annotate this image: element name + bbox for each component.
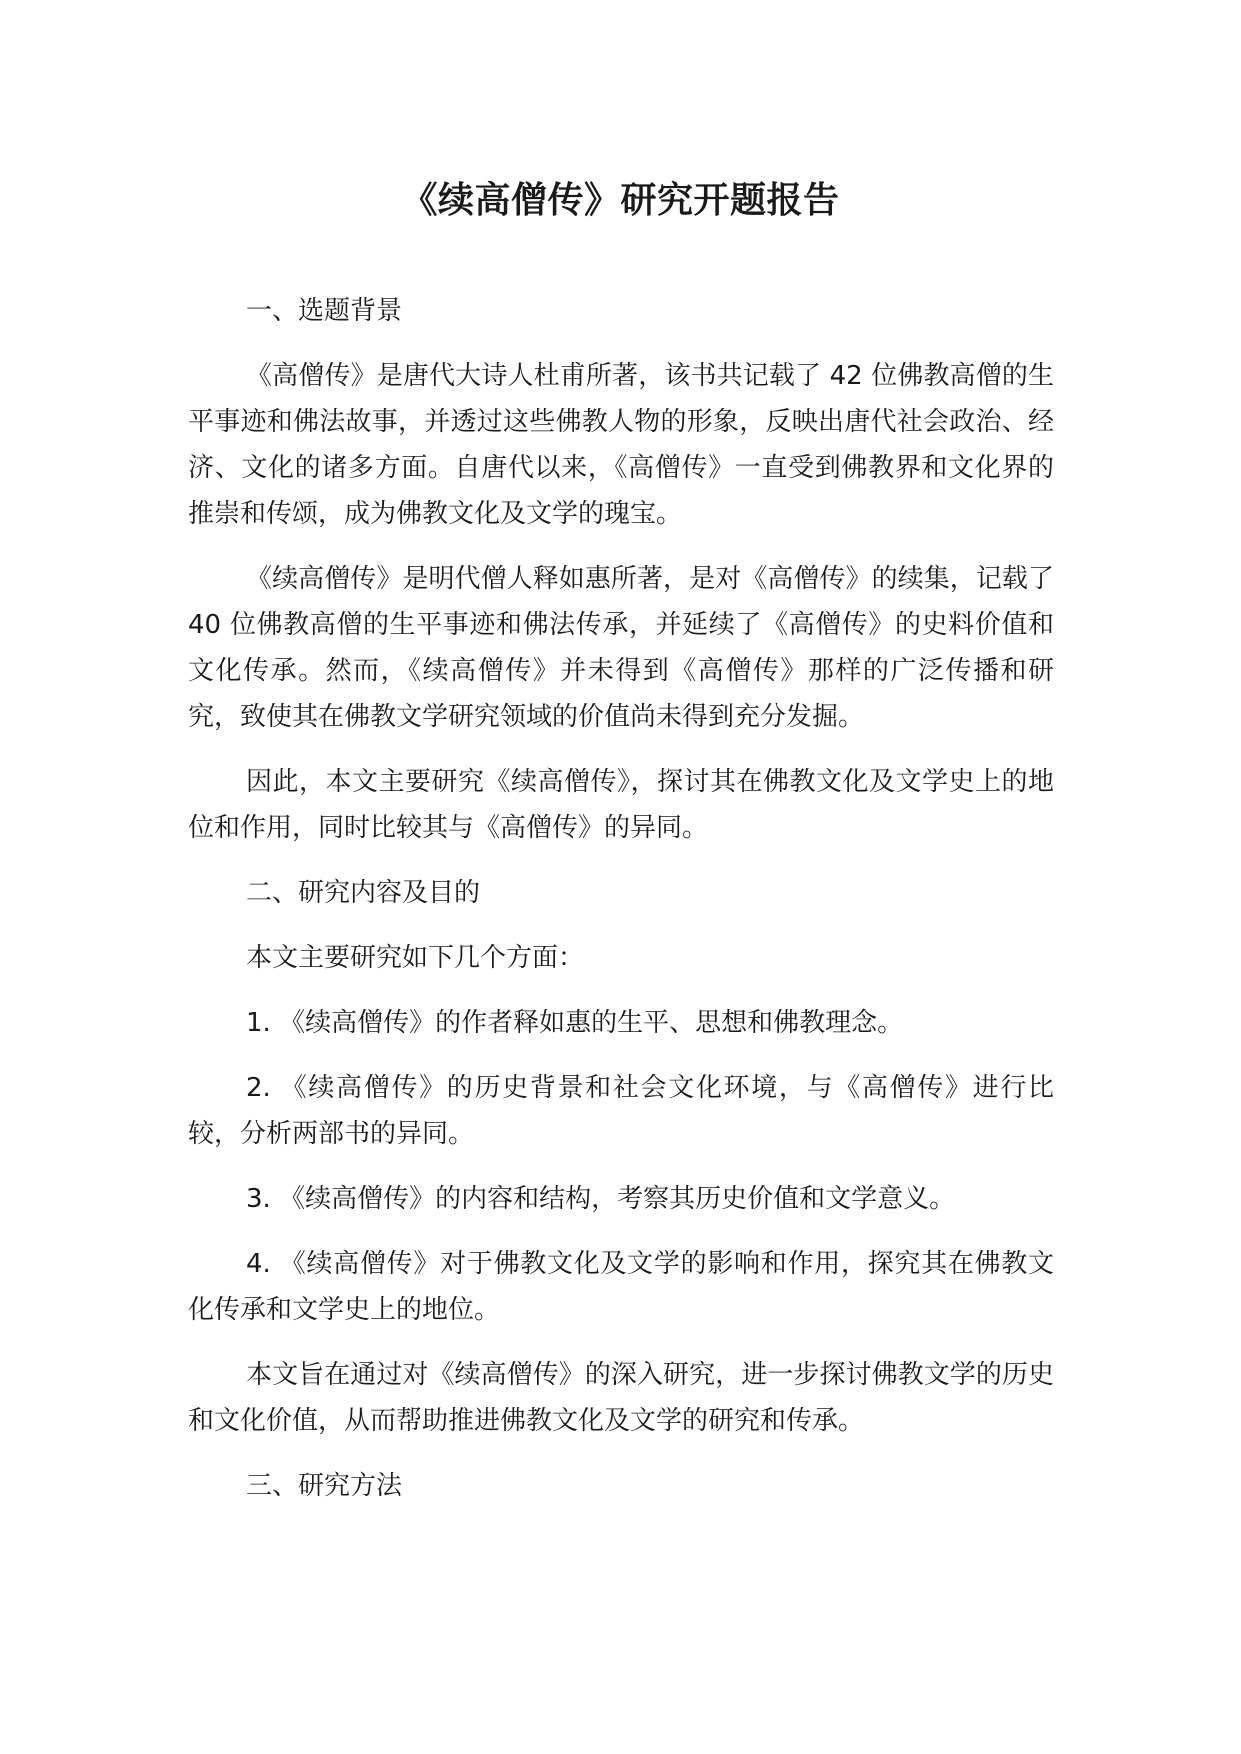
paragraph-background-2: 《续高僧传》是明代僧人释如惠所著，是对《高僧传》的续集，记载了 40 位佛教高僧的生平事迹和佛法传承，并延续了《高僧传》的史料价值和文化传承。然而，《续高僧传》并未得到《高僧传》那样的广泛传播和研究，致使其在佛教文学研究领域的价值尚未得到充分发掘。 bbox=[188, 564, 1054, 732]
list-item-4: 4. 《续高僧传》对于佛教文化及文学的影响和作用，探究其在佛教文化传承和文学史上的地位。 bbox=[188, 1249, 1054, 1325]
paragraph-purpose: 本文旨在通过对《续高僧传》的深入研究，进一步探讨佛教文学的历史和文化价值，从而帮助推进佛教文化及文学的研究和传承。 bbox=[188, 1360, 1054, 1436]
paragraph-background-3: 因此，本文主要研究《续高僧传》，探讨其在佛教文化及文学史上的地位和作用，同时比较其与《高僧传》的异同。 bbox=[188, 767, 1054, 843]
list-item-1: 1. 《续高僧传》的作者释如惠的生平、思想和佛教理念。 bbox=[246, 1008, 904, 1038]
document-title: 《续高僧传》研究开题报告 bbox=[401, 180, 840, 221]
paragraph-content-intro: 本文主要研究如下几个方面： bbox=[246, 943, 585, 973]
list-item-2: 2. 《续高僧传》的历史背景和社会文化环境，与《高僧传》进行比较，分析两部书的异同。 bbox=[188, 1073, 1054, 1149]
section-heading-content: 二、研究内容及目的 bbox=[246, 878, 481, 908]
section-heading-method: 三、研究方法 bbox=[246, 1471, 403, 1501]
section-heading-background: 一、选题背景 bbox=[246, 296, 403, 326]
list-item-3: 3. 《续高僧传》的内容和结构，考察其历史价值和文学意义。 bbox=[246, 1184, 956, 1214]
document-body bbox=[188, 288, 1054, 1509]
paragraph-background-1: 《高僧传》是唐代大诗人杜甫所著，该书共记载了 42 位佛教高僧的生平事迹和佛法故事，并透过这些佛教人物的形象，反映出唐代社会政治、经济、文化的诸多方面。自唐代以来，《高僧传》一直受到佛教界和文化界的推崇和传颂，成为佛教文化及文学的瑰宝。 bbox=[188, 361, 1054, 529]
